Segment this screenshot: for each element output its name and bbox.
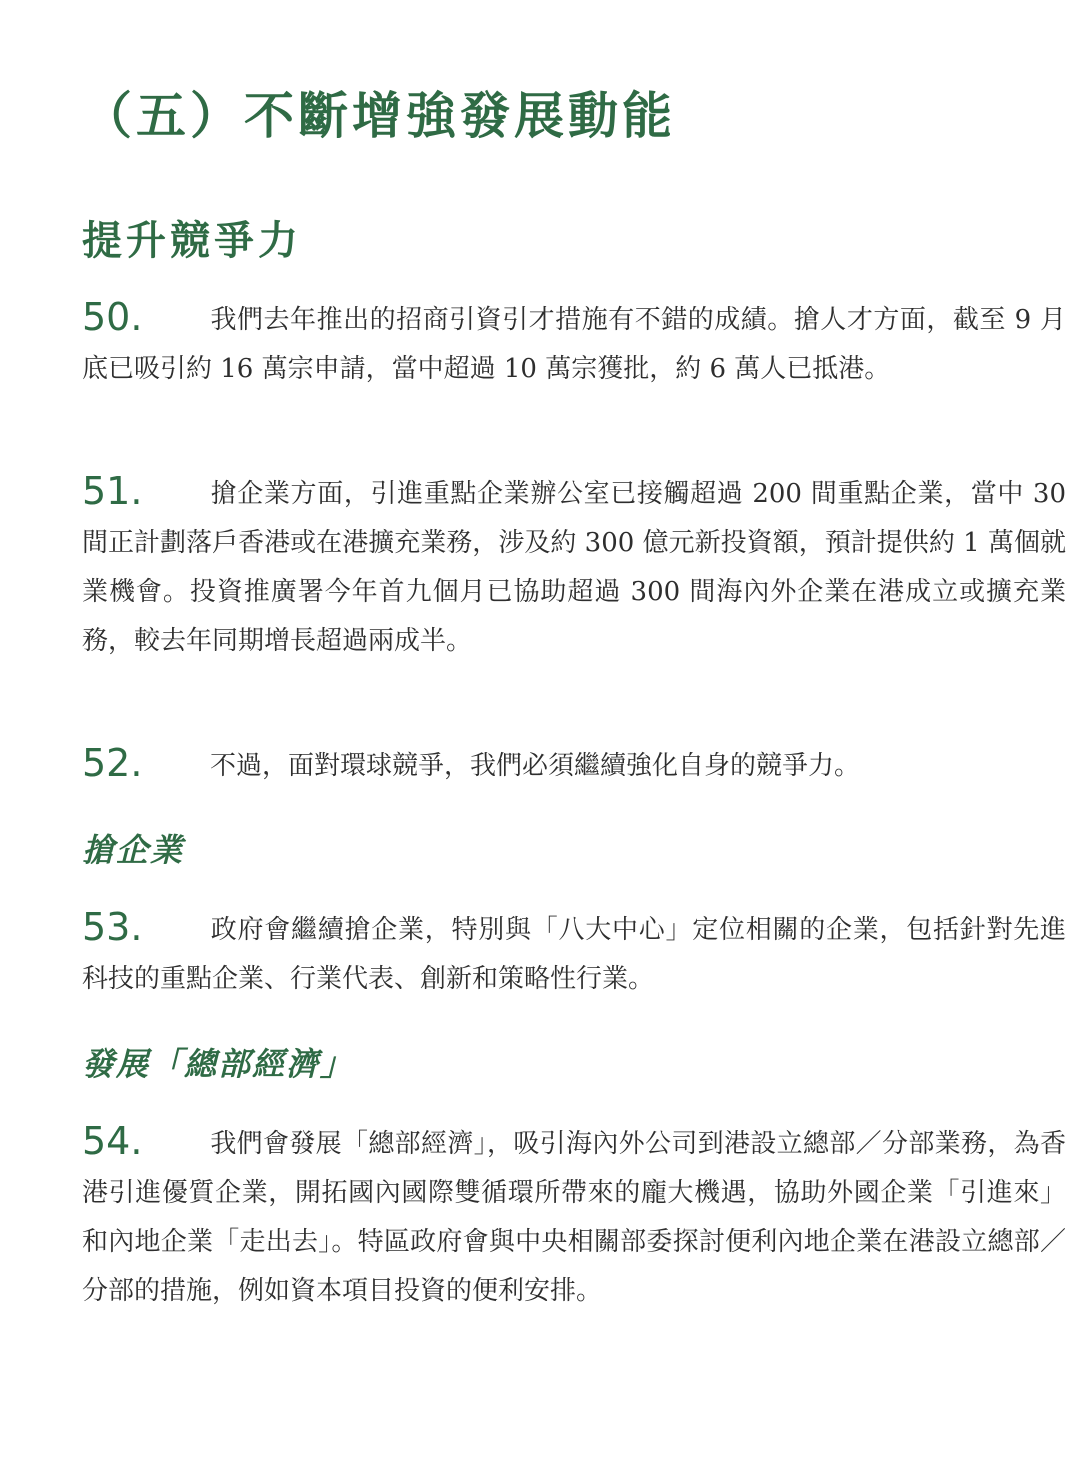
paragraph-text: 不過，面對環球競爭，我們必須繼續強化自身的競爭力。 [210,751,861,781]
paragraph-number: 50. [82,295,143,339]
paragraph-50 [82,296,1066,394]
paragraph-51 [82,470,1066,666]
paragraph-number: 52. [82,741,143,785]
paragraph-number: 51. [82,469,143,513]
paragraph-text: 政府會繼續搶企業，特別與「八大中心」定位相關的企業，包括針對先進科技的重點企業、行業代表、創新和策略性行業。 [82,915,1066,994]
paragraph-text: 我們會發展「總部經濟」，吸引海內外公司到港設立總部／分部業務，為香港引進優質企業，開拓國內國際雙循環所帶來的龐大機遇，協助外國企業「引進來」和內地企業「走出去」。特區政府會與中央相關部委探討便利內地企業在港設立總部／分部的措施，例如資本項目投資的便利安排。 [82,1129,1066,1306]
paragraph-53 [82,906,1066,1004]
paragraph-number: 54. [82,1119,143,1163]
chapter-title: （五）不斷增強發展動能 [82,87,676,145]
paragraph-number: 53. [82,905,143,949]
paragraph-54 [82,1120,1066,1316]
subhead-enterprises: 搶企業 [82,831,185,869]
paragraph-text: 搶企業方面，引進重點企業辦公室已接觸超過 200 間重點企業，當中 30 間正計劃落戶香港或在港擴充業務，涉及約 300 億元新投資額，預計提供約 1 萬個就業機會。投資推廣署今年首九個月已協助超過 300 間海內外企業在港成立或擴充業務，較去年同期增長超過兩成半。 [82,479,1066,656]
paragraph-52 [82,742,1066,791]
section-title: 提升競爭力 [82,218,302,264]
subhead-headquarters-economy: 發展「總部經濟」 [82,1045,355,1083]
paragraph-text: 我們去年推出的招商引資引才措施有不錯的成績。搶人才方面，截至 9 月底已吸引約 16 萬宗申請，當中超過 10 萬宗獲批，約 6 萬人已抵港。 [82,305,1066,384]
